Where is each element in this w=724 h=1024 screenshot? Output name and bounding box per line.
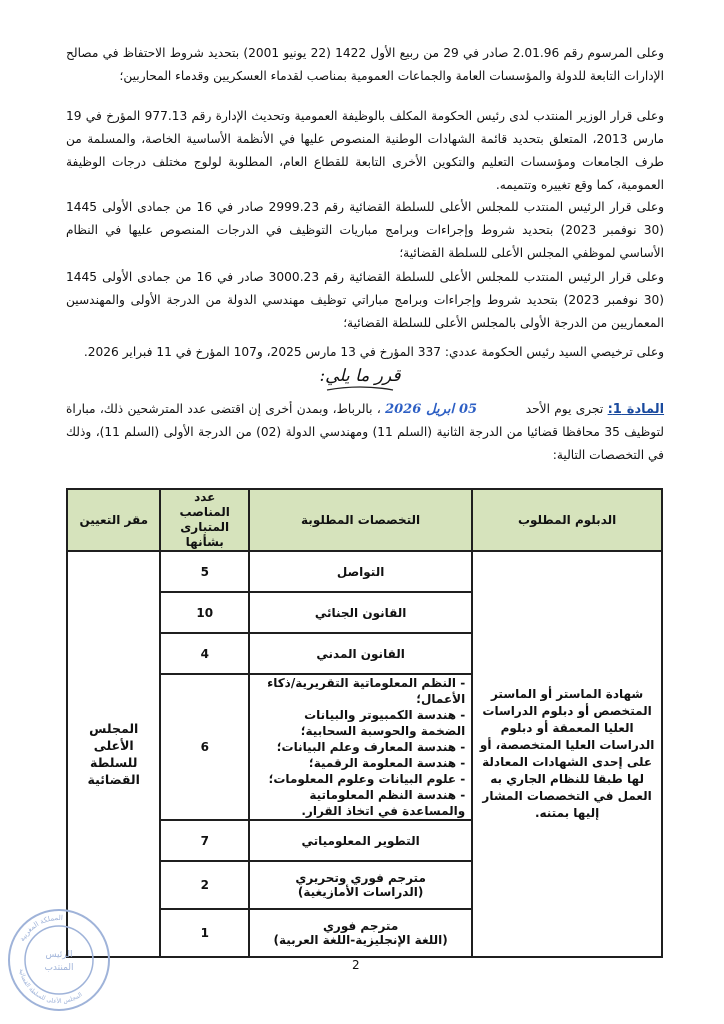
preamble-paragraph-2 [66,105,664,197]
count-cell: 10 [160,592,249,633]
preamble-paragraph-1 [66,42,664,88]
specialty-cell [249,909,472,957]
list-item: - هندسة الكمبيوتر والبيانات الضخمة والحوسبة السحابية؛ [300,708,466,738]
header-count: عدد المناصب المتبارى بشأنها [160,489,249,551]
count-cell: 1 [160,909,249,957]
article-1 [66,398,664,467]
count-cell: 4 [160,633,249,674]
header-place: مقر التعيين [67,489,160,551]
specialty-cell: القانون الجنائي [249,592,472,633]
specialty-cell: القانون المدني [249,633,472,674]
article-1-part1: تجرى يوم الأحد [525,402,604,416]
list-item: - النظم المعلوماتية التقريرية/ذكاء الأعمال؛ [267,676,466,706]
specialty-title: مترجم فوري [322,919,399,933]
svg-text:المملكة المغربية: المملكة المغربية [18,913,64,943]
paragraph-text: وعلى قرار الوزير المنتدب لدى رئيس الحكومة المكلف بالوظيفة العمومية وتحديث الإدارة رقم 977.13 المؤرخ في 19 مارس 2013، المتعلق بتحديد قائمة الشهادات الوطنية المنصوص عليها في الأنظمة الأساسية الخاصة، والمسلمة من طرف الجامعات ومؤسسات التعليم والتكوين الأخرى التابعة للقطاع العام، المطلوبة لولوج مختلف درجات الوظيفة العمومية، كما وقع تغييره وتتميمه. [66,109,664,192]
preamble-paragraph-4 [66,266,664,335]
paragraph-text: وعلى المرسوم رقم 2.01.96 صادر في 29 من ربيع الأول 1422 (22 يونيو 2001) بتحديد شروط الاحتفاظ في مصالح الإدارات التابعة للدولة والمؤسسات العامة والجماعات العمومية بمناصب لقدماء العسكريين وقدماء المحاربين؛ [66,46,664,83]
list-item: - هندسة النظم المعلوماتية والمساعدة في اتخاذ القرار. [301,788,466,818]
header-diploma: الدبلوم المطلوب [472,489,662,551]
header-specialties: التخصصات المطلوبة [249,489,472,551]
count-cell: 2 [160,861,249,909]
count-cell: 7 [160,820,249,861]
paragraph-text: وعلى قرار الرئيس المنتدب للمجلس الأعلى للسلطة القضائية رقم 2999.23 صادر في 16 من جمادى الأولى 1445 (30 نوفمبر 2023) بتحديد شروط وإجراءات وبرامج مباريات التوظيف في الدرجات المنصوص عليها في النظام الأساسي لموظفي المجلس الأعلى للسلطة القضائية؛ [66,200,665,260]
list-item: - هندسة المعارف وعلم البيانات؛ [276,740,466,754]
official-seal-icon [4,905,114,1015]
date-stamp: 05 ابريل 2026 [385,402,478,417]
specialty-cell: التطوير المعلومياتي [249,820,472,861]
specialty-subtitle: (الدراسات الأمازيغية) [297,885,424,899]
svg-text:المنتدب: المنتدب [44,963,74,973]
list-item: - علوم البيانات وعلوم المعلومات؛ [268,772,466,786]
table-header-row [67,489,662,551]
specialties-table [66,488,663,958]
svg-text:الرئيس: الرئيس [45,950,73,960]
specialty-subtitle: (اللغة الإنجليزية-اللغة العربية) [273,933,448,947]
specialty-cell: التواصل [249,551,472,592]
count-cell: 6 [160,674,249,820]
page-number: 2 [352,958,360,972]
decision-heading: قرر ما يلي: [319,366,401,386]
preamble-paragraph-5 [66,341,664,364]
specialty-cell [249,861,472,909]
table-row [67,551,662,592]
list-item: - هندسة المعلومة الرقمية؛ [308,756,466,770]
paragraph-text: وعلى قرار الرئيس المنتدب للمجلس الأعلى للسلطة القضائية رقم 3000.23 صادر في 16 من جمادى الأولى 1445 (30 نوفمبر 2023) بتحديد شروط وإجراءات وبرامج مباراتي توظيف مهندسي الدولة من الدرجة الأولى والمهندسين المعماريين من الدرجة الأولى بالمجلس الأعلى للسلطة القضائية؛ [66,270,665,330]
paragraph-text: وعلى ترخيصي السيد رئيس الحكومة عددي: 337 المؤرخ في 13 مارس 2025، و107 المؤرخ في 11 فبراير 2026. [83,345,664,359]
article-1-label: المادة 1: [607,402,665,417]
specialty-title: مترجم فوري وتحريري [295,871,426,885]
preamble-paragraph-3 [66,196,664,265]
article-1-part2: ، بالرباط، وبمدن أخرى إن اقتضى عدد المترشحين ذلك، مباراة لتوظيف 35 محافظا قضائيا من الدرجة الثانية (السلم 11) ومهندسي الدولة (02) من الدرجة الأولى (السلم 11)، وذلك في التخصصات التالية: [66,402,664,462]
place-cell: المجلس الأعلى للسلطة القضائية [67,551,160,957]
decision-underline-icon [325,385,395,393]
svg-text:المجلس الأعلى للسلطة القضائية: المجلس الأعلى للسلطة القضائية [17,968,84,1006]
specialty-list-cell [249,674,472,820]
diploma-cell: شهادة الماستر أو الماستر المتخصص أو دبلوم الدراسات العليا المعمقة أو دبلوم الدراسات العليا المتخصصة، أو على إحدى الشهادات المعادلة لها طبقا للنظام الجاري به العمل في التخصصات المشار إليها بمتنه. [472,551,662,957]
count-cell: 5 [160,551,249,592]
